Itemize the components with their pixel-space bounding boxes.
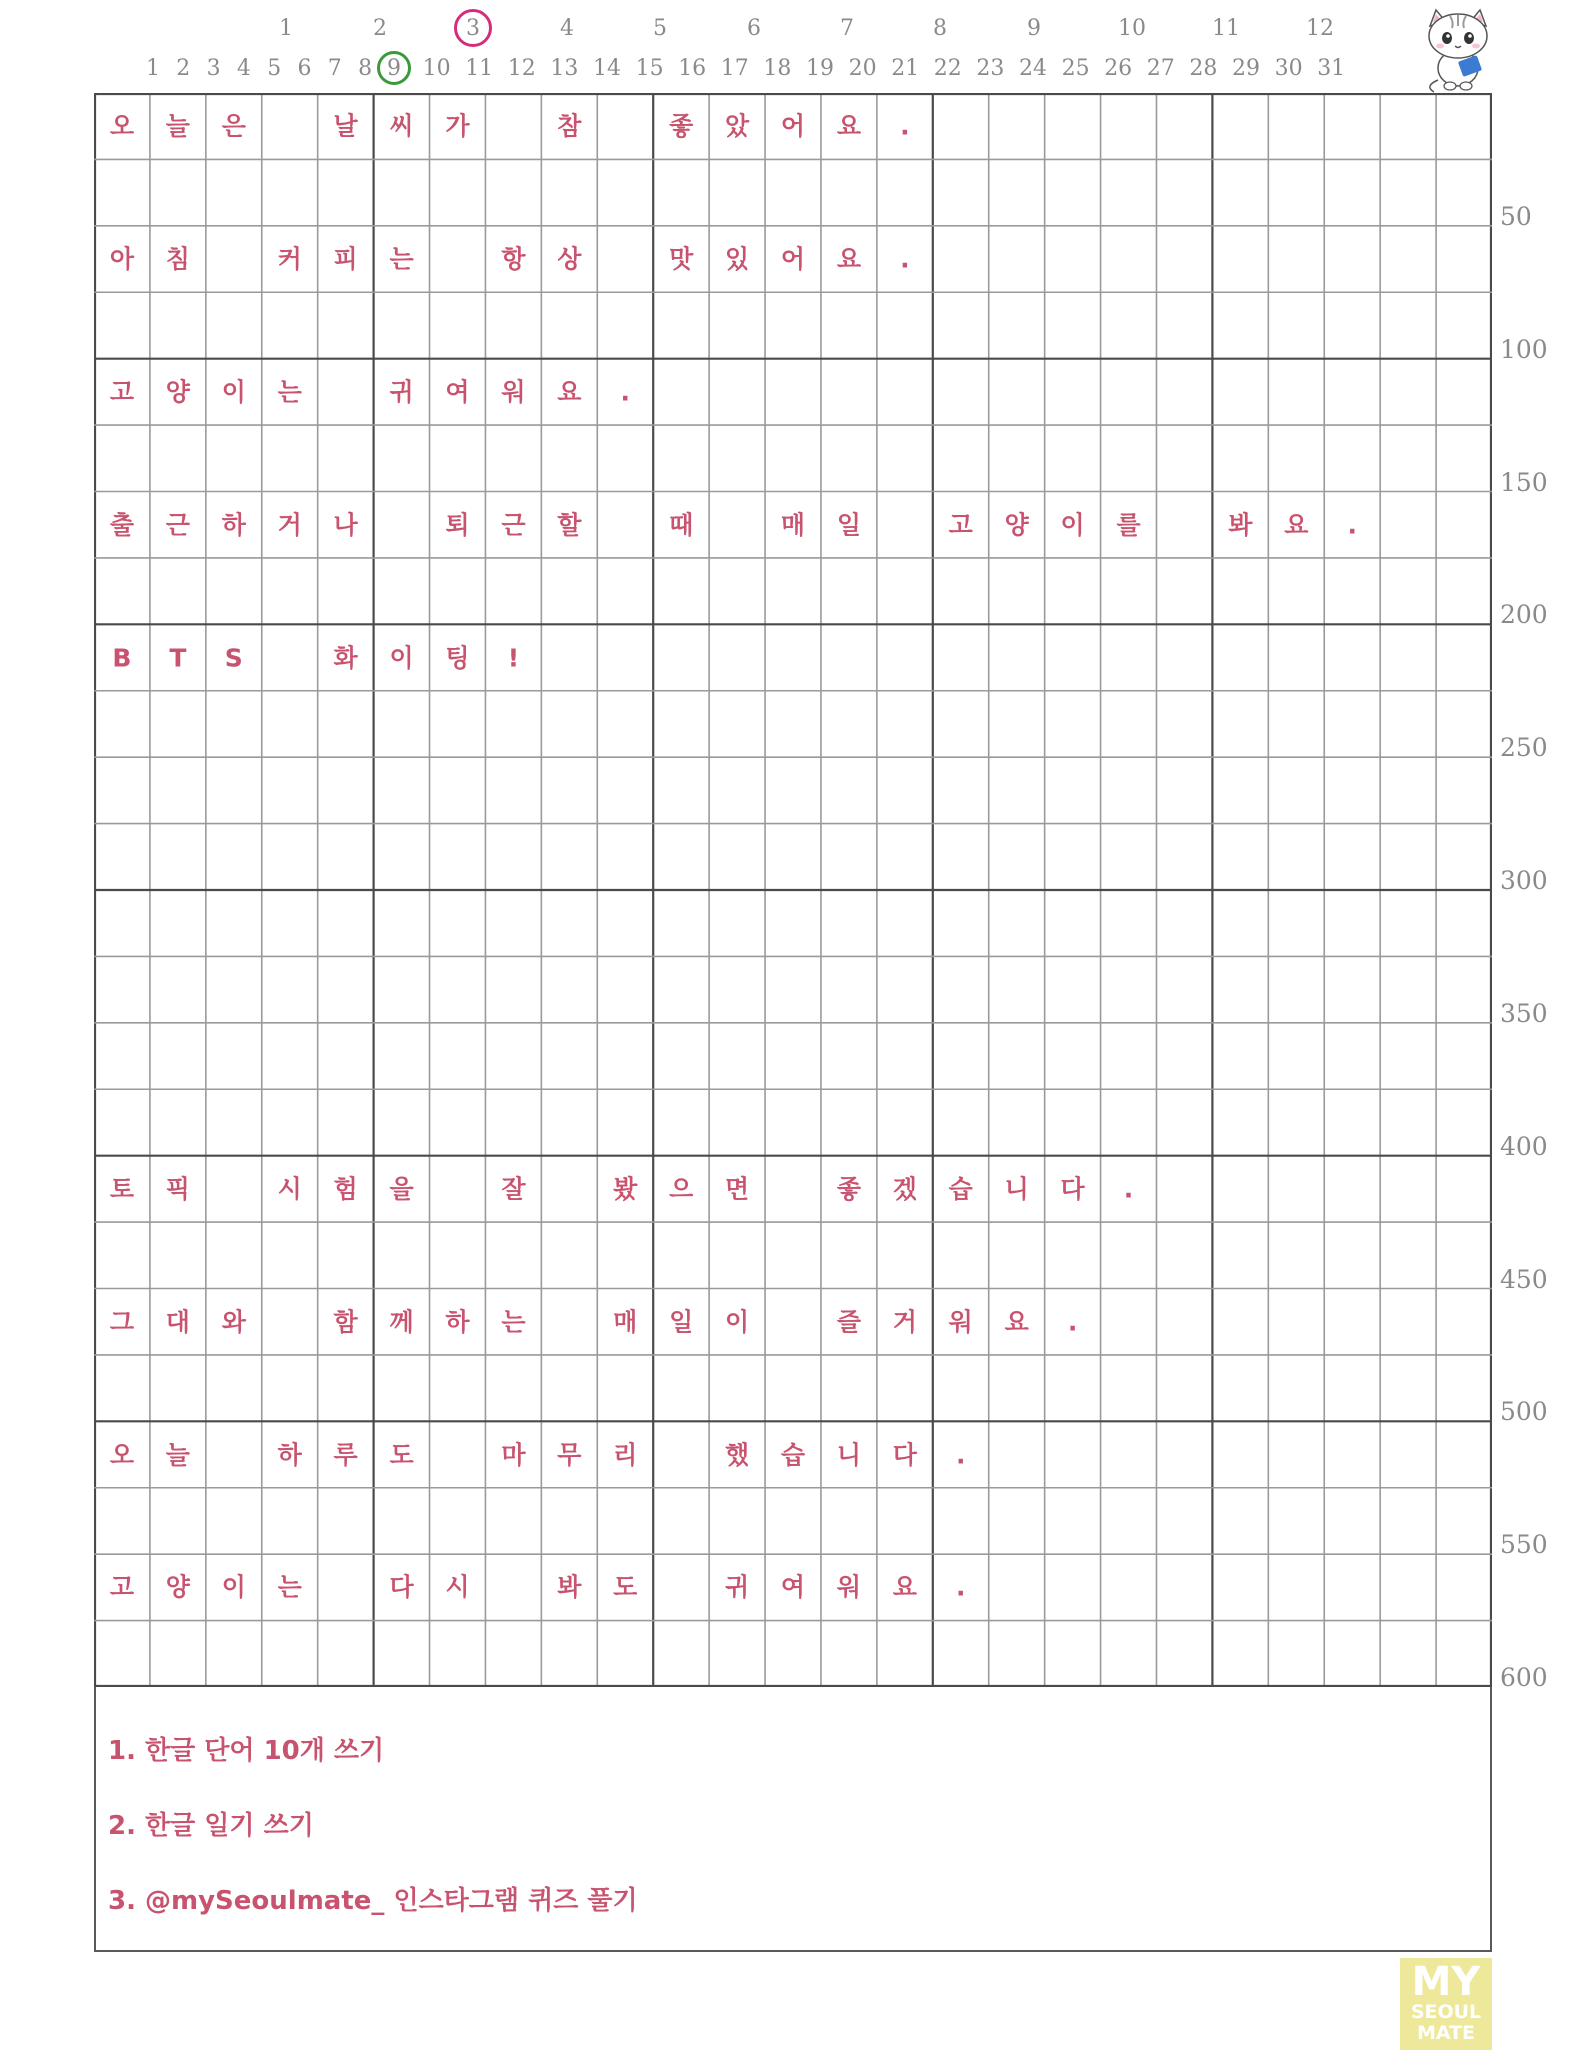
grid-character: 는 [501,1307,526,1337]
grid-character: 요 [1284,510,1309,540]
month-label: 3 [466,16,480,41]
month-label: 6 [747,16,761,41]
grid-character: 마 [501,1440,526,1470]
grid-character: 이 [221,1572,246,1602]
grid-character: 을 [389,1174,414,1204]
grid-character: 할 [557,510,582,540]
grid-character: 습 [948,1174,973,1204]
grid-character: 루 [333,1440,358,1470]
row-number: 300 [1500,866,1548,895]
grid-character: 상 [557,244,582,274]
day-label: 4 [236,56,251,81]
grid-character: 워 [836,1572,861,1602]
month-label: 9 [1027,16,1041,41]
grid-character: 하 [221,510,246,540]
day-label: 22 [933,56,962,81]
row-number: 250 [1500,733,1548,763]
grid-character: 는 [389,244,414,274]
day-label: 27 [1146,56,1175,81]
grid-character: 귀 [725,1572,750,1602]
grid-character: 았 [725,111,750,141]
month-label: 5 [653,16,667,41]
grid-character: 시 [445,1572,470,1602]
grid-character: S [224,643,243,673]
grid-character: 픽 [165,1174,190,1204]
month-label: 10 [1118,16,1146,41]
day-label: 1 [146,56,160,81]
row-number: 550 [1500,1530,1548,1560]
grid-character: 이 [389,643,414,673]
grid-character: 귀 [389,377,414,407]
grid-character: 근 [501,510,526,540]
grid-character: 워 [948,1307,973,1337]
day-label: 28 [1189,56,1218,81]
grid-character: 어 [780,111,806,141]
grid-character: 여 [780,1572,806,1602]
note-item-3: 3. @mySeoulmate_ 인스타그램 퀴즈 풀기 [108,1886,638,1916]
grid-character: 거 [277,510,302,540]
grid-character: 그 [109,1307,135,1337]
logo-line-seoul: SEOUL [1410,2001,1482,2023]
grid-character: 와 [221,1307,246,1337]
grid-character: 고 [948,510,973,540]
grid-character: 화 [333,643,358,673]
note-item-2: 2. 한글 일기 쓰기 [108,1811,314,1841]
selected-day-circle [377,51,411,85]
grid-character: 씨 [389,111,414,141]
month-label: 2 [373,16,387,41]
grid-character: 요 [836,244,861,274]
day-label: 3 [206,56,221,81]
day-label: 8 [358,56,373,81]
grid-character: 좋 [836,1174,861,1204]
grid-character: . [900,244,910,274]
grid-character: 있 [725,244,750,274]
grid-character: 퇴 [445,510,470,540]
grid-character: 했 [725,1440,750,1470]
day-label: 24 [1019,56,1047,81]
row-number: 100 [1500,334,1548,364]
day-label: 18 [763,56,792,81]
day-label: 25 [1061,56,1090,81]
grid-character: 요 [892,1572,917,1602]
row-number: 600 [1500,1663,1548,1692]
grid-character: 좋 [669,111,694,141]
grid-character: 매 [613,1307,638,1337]
month-label: 7 [840,16,854,41]
grid-character: 일 [836,510,861,540]
grid-character: 출 [109,510,135,540]
grid-character: ! [507,643,520,673]
grid-character: 늘 [165,111,190,141]
grid-character: 날 [333,111,358,141]
grid-character: 은 [221,111,246,141]
grid-character: 아 [109,244,135,274]
grid-character: 를 [1116,510,1141,540]
grid-character: T [169,643,187,673]
grid-character: 어 [780,244,806,274]
grid-character: 함 [333,1307,358,1337]
grid-character: 다 [892,1440,917,1470]
row-number: 450 [1500,1264,1548,1294]
row-number: 500 [1500,1397,1548,1427]
grid-character: . [620,377,630,407]
day-label: 16 [678,56,707,81]
grid-character: 이 [1060,510,1085,540]
grid-character: 다 [389,1572,414,1602]
grid-character: B [112,643,132,673]
grid-character: . [900,111,910,141]
grid-character: 가 [445,111,470,141]
row-number: 150 [1500,467,1548,497]
grid-character: 니 [836,1440,861,1470]
month-label: 11 [1212,16,1240,41]
grid-character: 피 [333,244,358,274]
day-label: 30 [1274,56,1303,81]
grid-character: 리 [613,1440,638,1470]
grid-character: 오 [109,111,135,141]
grid-character: . [956,1572,966,1602]
row-number: 350 [1500,998,1548,1028]
grid-character: 잘 [501,1174,526,1204]
grid-character: 니 [1004,1174,1029,1204]
day-label: 13 [550,56,579,81]
day-label: 7 [327,56,342,81]
grid-character: 봤 [613,1174,638,1204]
row-number: 400 [1500,1131,1548,1161]
grid-character: 항 [501,244,526,274]
grid-character: 토 [109,1174,135,1204]
day-label: 23 [976,56,1005,81]
grid-character: 이 [725,1307,750,1337]
grid-character: 무 [557,1440,582,1470]
grid-character: 도 [613,1572,638,1602]
grid-character: 습 [780,1440,806,1470]
note-item-1: 1. 한글 단어 10개 쓰기 [108,1736,385,1766]
grid-character: 대 [165,1307,190,1337]
grid-character: 양 [165,1572,190,1602]
day-label: 14 [593,56,621,81]
grid-character: 거 [892,1307,917,1337]
grid-character: 봐 [557,1572,582,1602]
grid-character: 하 [445,1307,470,1337]
grid-character: 맛 [669,244,694,274]
day-label: 26 [1104,56,1133,81]
grid-character: 고 [109,1572,135,1602]
grid-character: 요 [557,377,582,407]
grid-character: 팅 [445,643,470,673]
grid-character: 도 [389,1440,414,1470]
cat-mascot-icon [1420,8,1496,94]
day-label: 19 [806,56,834,81]
grid-character: 워 [501,377,526,407]
day-label: 17 [720,56,749,81]
grid-character: 커 [277,244,302,274]
grid-character: 겠 [892,1174,917,1204]
day-label: 2 [176,56,191,81]
grid-character: 께 [389,1307,414,1337]
grid-character: 험 [333,1174,358,1204]
day-label: 10 [422,56,451,81]
grid-character: 즐 [836,1307,861,1337]
day-label: 29 [1232,56,1260,81]
grid-character: 으 [669,1174,694,1204]
grid-character: . [1123,1174,1134,1204]
grid-character: 고 [109,377,135,407]
grid-character: . [1347,510,1357,540]
grid-character: 는 [277,1572,302,1602]
month-label: 8 [933,16,947,41]
grid-character: 오 [109,1440,135,1470]
day-label: 15 [635,56,664,81]
grid-character: 요 [1004,1307,1029,1337]
month-label: 4 [560,16,574,41]
row-number: 200 [1500,600,1548,630]
myseoulmate-logo [1400,1958,1492,2050]
day-label: 5 [267,56,282,81]
day-label: 12 [507,56,536,81]
grid-character: . [956,1440,966,1470]
day-label: 9 [387,56,401,81]
grid-character: 나 [333,510,358,540]
day-label: 11 [465,56,494,81]
grid-character: 다 [1060,1174,1085,1204]
grid-character: 참 [557,111,582,141]
logo-line-my: MY [1411,1959,1481,2005]
day-label: 21 [891,56,920,81]
notes-box [94,1687,1492,1952]
day-label: 31 [1317,56,1346,81]
grid-character: 때 [669,510,694,540]
day-label: 20 [848,56,877,81]
row-number: 50 [1500,201,1532,231]
grid-character: 양 [165,377,190,407]
day-label: 6 [297,56,312,81]
grid-character: 봐 [1228,510,1253,540]
grid-character: . [1067,1307,1078,1337]
logo-line-mate: MATE [1416,2022,1476,2044]
grid-character: 양 [1004,510,1029,540]
grid-character: 늘 [165,1440,190,1470]
grid-character: 여 [445,377,470,407]
month-label: 1 [279,16,293,41]
grid-character: 는 [277,377,302,407]
grid-character: 매 [780,510,806,540]
grid-character: 이 [221,377,246,407]
selected-month-circle [454,9,492,47]
grid-character: 하 [277,1440,302,1470]
month-label: 12 [1306,16,1334,41]
grid-character: 침 [165,244,190,274]
grid-character: 요 [836,111,861,141]
grid-character: 일 [669,1307,694,1337]
grid-character: 근 [165,510,190,540]
grid-character: 시 [277,1174,302,1204]
grid-character: 면 [725,1174,750,1204]
